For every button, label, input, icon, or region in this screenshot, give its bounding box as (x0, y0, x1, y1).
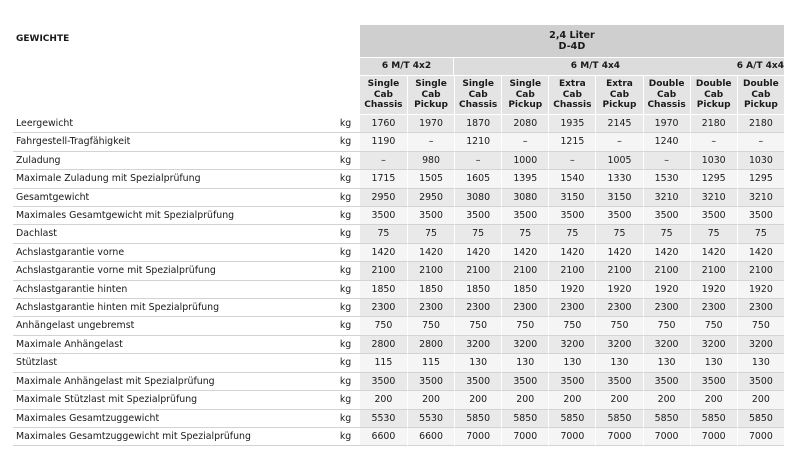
value-cell: 1420 (360, 244, 407, 262)
engine-header (360, 25, 784, 58)
row-unit: kg (338, 262, 360, 280)
row-label: Achslastgarantie vorne (13, 244, 338, 262)
value-cell: 1920 (548, 281, 595, 299)
value-cell: 7000 (454, 428, 501, 446)
value-cell: 3500 (595, 207, 642, 225)
value-cell: 3500 (548, 373, 595, 391)
column-header-line: Cab (657, 89, 677, 100)
row-unit: kg (338, 428, 360, 446)
value-cell: 75 (643, 225, 690, 243)
value-cell: 1420 (501, 244, 548, 262)
value-cell: 5850 (643, 410, 690, 428)
column-header-line: Cab (468, 89, 488, 100)
row-label: Maximales Gesamtzuggewicht (13, 410, 338, 428)
value-cell: 750 (454, 317, 501, 335)
value-cell: 5850 (548, 410, 595, 428)
value-cell: 7000 (643, 428, 690, 446)
value-cell: 200 (548, 391, 595, 409)
column-header-line: Cab (515, 89, 535, 100)
value-cell: 1030 (737, 152, 784, 170)
value-cell: 2100 (454, 262, 501, 280)
value-cell: 2100 (690, 262, 737, 280)
row-label: Achslastgarantie vorne mit Spezialprüfung (13, 262, 338, 280)
value-cell: 1420 (548, 244, 595, 262)
value-cell: 1850 (454, 281, 501, 299)
value-cell: 7000 (548, 428, 595, 446)
value-cell: 130 (737, 354, 784, 372)
value-cell: 1850 (360, 281, 407, 299)
value-cell: 1240 (643, 133, 690, 151)
value-cell: 750 (407, 317, 454, 335)
row-unit: kg (338, 281, 360, 299)
header-unit-spacer (338, 25, 360, 115)
row-label: Maximale Anhängelast (13, 336, 338, 354)
value-cell: 1970 (643, 115, 690, 133)
value-cell: 200 (454, 391, 501, 409)
value-cell: 2145 (595, 115, 642, 133)
value-cell: 2100 (595, 262, 642, 280)
value-cell: 5850 (737, 410, 784, 428)
value-cell: 3500 (407, 373, 454, 391)
value-cell: 1420 (595, 244, 642, 262)
column-header-line: Cab (609, 89, 630, 100)
section-title: GEWICHTE (16, 34, 70, 44)
value-cell: 1420 (643, 244, 690, 262)
column-header-line: Cab (704, 89, 724, 100)
column-header (548, 76, 595, 115)
value-cell: 2100 (501, 262, 548, 280)
row-label: Maximale Anhängelast mit Spezialprüfung (13, 373, 338, 391)
column-header-line: Cab (373, 89, 393, 100)
value-cell: – (595, 133, 642, 151)
value-cell: 1395 (501, 170, 548, 188)
value-cell: 3500 (407, 207, 454, 225)
row-unit: kg (338, 317, 360, 335)
value-cell: 3500 (501, 207, 548, 225)
column-header-line: Pickup (508, 100, 543, 111)
value-cell: 5850 (690, 410, 737, 428)
value-cell: 1920 (643, 281, 690, 299)
value-cell: 2100 (407, 262, 454, 280)
value-cell: 3200 (690, 336, 737, 354)
table-row (13, 262, 784, 280)
row-unit: kg (338, 189, 360, 207)
table-row (13, 391, 784, 409)
column-header-line: Chassis (459, 100, 498, 111)
value-cell: – (360, 152, 407, 170)
row-label: Maximale Stützlast mit Spezialprüfung (13, 391, 338, 409)
value-cell: 3500 (595, 373, 642, 391)
value-cell: 1005 (595, 152, 642, 170)
engine-line-1: 2,4 Liter (549, 30, 595, 41)
engine-line-2: D-4D (558, 41, 586, 52)
row-label: Gesamtgewicht (13, 189, 338, 207)
value-cell: 1210 (454, 133, 501, 151)
value-cell: 75 (595, 225, 642, 243)
value-cell: 1920 (737, 281, 784, 299)
value-cell: 3150 (595, 189, 642, 207)
value-cell: 130 (595, 354, 642, 372)
row-unit: kg (338, 152, 360, 170)
value-cell: 7000 (595, 428, 642, 446)
value-cell: 1420 (737, 244, 784, 262)
value-cell: 3500 (737, 373, 784, 391)
value-cell: 1215 (548, 133, 595, 151)
value-cell: 2300 (548, 299, 595, 317)
value-cell: 1295 (690, 170, 737, 188)
value-cell: – (501, 133, 548, 151)
value-cell: 3080 (501, 189, 548, 207)
column-header-line: Chassis (553, 100, 592, 111)
row-label: Dachlast (13, 225, 338, 243)
value-cell: 2300 (407, 299, 454, 317)
value-cell: 2950 (360, 189, 407, 207)
column-header-line: Pickup (696, 100, 731, 111)
column-header-line: Single (509, 79, 542, 90)
value-cell: 7000 (737, 428, 784, 446)
value-cell: 3500 (643, 373, 690, 391)
value-cell: 980 (407, 152, 454, 170)
table-row (13, 317, 784, 335)
group-header-mt-4x4: 6 M/T 4x4 (454, 58, 737, 76)
value-cell: 1030 (690, 152, 737, 170)
row-label: Achslastgarantie hinten mit Spezialprüfung (13, 299, 338, 317)
value-cell: 2100 (643, 262, 690, 280)
table-row (13, 354, 784, 372)
value-cell: 750 (548, 317, 595, 335)
value-cell: 2100 (360, 262, 407, 280)
table-row (13, 225, 784, 243)
table-row (13, 170, 784, 188)
value-cell: 1920 (595, 281, 642, 299)
row-label: Leergewicht (13, 115, 338, 133)
value-cell: 200 (690, 391, 737, 409)
table-row (13, 336, 784, 354)
value-cell: 200 (643, 391, 690, 409)
weights-table (13, 25, 784, 446)
value-cell: 3500 (360, 207, 407, 225)
value-cell: 750 (690, 317, 737, 335)
value-cell: 1530 (643, 170, 690, 188)
row-unit: kg (338, 170, 360, 188)
value-cell: 1540 (548, 170, 595, 188)
value-cell: 750 (501, 317, 548, 335)
value-cell: 200 (360, 391, 407, 409)
value-cell: 1850 (407, 281, 454, 299)
value-cell: 1505 (407, 170, 454, 188)
table-row (13, 133, 784, 151)
column-header (690, 76, 737, 115)
table-row (13, 281, 784, 299)
value-cell: 3500 (501, 373, 548, 391)
value-cell: 1715 (360, 170, 407, 188)
value-cell: 1870 (454, 115, 501, 133)
column-header-line: Extra (606, 79, 633, 90)
row-label: Zuladung (13, 152, 338, 170)
column-header-line: Double (648, 79, 685, 90)
value-cell: 75 (407, 225, 454, 243)
value-cell: 3200 (548, 336, 595, 354)
value-cell: 1850 (501, 281, 548, 299)
value-cell: 3200 (454, 336, 501, 354)
row-label: Achslastgarantie hinten (13, 281, 338, 299)
table-row (13, 244, 784, 262)
value-cell: 2300 (501, 299, 548, 317)
table-row (13, 115, 784, 133)
table-row (13, 428, 784, 446)
value-cell: 2180 (690, 115, 737, 133)
column-header-line: Chassis (364, 100, 403, 111)
value-cell: 200 (407, 391, 454, 409)
value-cell: 3210 (643, 189, 690, 207)
value-cell: 1935 (548, 115, 595, 133)
value-cell: 130 (454, 354, 501, 372)
value-cell: 7000 (690, 428, 737, 446)
table-row (13, 152, 784, 170)
value-cell: 75 (690, 225, 737, 243)
value-cell: – (690, 133, 737, 151)
column-header (737, 76, 784, 115)
value-cell: 75 (454, 225, 501, 243)
table-row (13, 207, 784, 225)
column-header (643, 76, 690, 115)
row-unit: kg (338, 410, 360, 428)
value-cell: 1760 (360, 115, 407, 133)
row-label: Fahrgestell-Tragfähigkeit (13, 133, 338, 151)
row-unit: kg (338, 373, 360, 391)
value-cell: 6600 (407, 428, 454, 446)
value-cell: 3500 (454, 373, 501, 391)
value-cell: – (407, 133, 454, 151)
row-label: Stützlast (13, 354, 338, 372)
column-header-line: Single (367, 79, 400, 90)
value-cell: 5530 (407, 410, 454, 428)
value-cell: 2800 (407, 336, 454, 354)
value-cell: 200 (501, 391, 548, 409)
value-cell: 2300 (454, 299, 501, 317)
value-cell: 2180 (737, 115, 784, 133)
value-cell: 115 (407, 354, 454, 372)
value-cell: 3080 (454, 189, 501, 207)
value-cell: 3500 (360, 373, 407, 391)
column-header-line: Single (415, 79, 447, 90)
value-cell: 2100 (737, 262, 784, 280)
row-unit: kg (338, 299, 360, 317)
value-cell: 1920 (690, 281, 737, 299)
value-cell: 3500 (690, 373, 737, 391)
value-cell: 200 (737, 391, 784, 409)
value-cell: 75 (737, 225, 784, 243)
value-cell: 750 (360, 317, 407, 335)
row-label: Maximales Gesamtzuggewicht mit Spezialprüfung (13, 428, 338, 446)
column-header-line: Single (462, 79, 494, 90)
row-label: Maximale Zuladung mit Spezialprüfung (13, 170, 338, 188)
row-unit: kg (338, 336, 360, 354)
value-cell: 1970 (407, 115, 454, 133)
value-cell: 115 (360, 354, 407, 372)
value-cell: 3200 (737, 336, 784, 354)
row-unit: kg (338, 207, 360, 225)
value-cell: 1330 (595, 170, 642, 188)
value-cell: 200 (595, 391, 642, 409)
column-header (595, 76, 642, 115)
value-cell: 3210 (737, 189, 784, 207)
value-cell: 3200 (501, 336, 548, 354)
value-cell: 3500 (643, 207, 690, 225)
column-header-line: Chassis (647, 100, 686, 111)
column-header-line: Extra (558, 79, 586, 90)
value-cell: 2950 (407, 189, 454, 207)
value-cell: 3500 (548, 207, 595, 225)
value-cell: 3500 (454, 207, 501, 225)
column-header-line: Double (695, 79, 732, 90)
value-cell: 3200 (595, 336, 642, 354)
table-row (13, 189, 784, 207)
value-cell: 1420 (690, 244, 737, 262)
value-cell: 750 (737, 317, 784, 335)
value-cell: 2080 (501, 115, 548, 133)
value-cell: 2300 (595, 299, 642, 317)
row-label: Anhängelast ungebremst (13, 317, 338, 335)
value-cell: 2300 (737, 299, 784, 317)
value-cell: 130 (548, 354, 595, 372)
value-cell: 2800 (360, 336, 407, 354)
value-cell: 750 (643, 317, 690, 335)
value-cell: 1295 (737, 170, 784, 188)
value-cell: 130 (643, 354, 690, 372)
table-row (13, 299, 784, 317)
group-header-mt-4x2: 6 M/T 4x2 (360, 58, 454, 76)
value-cell: 1190 (360, 133, 407, 151)
value-cell: 130 (690, 354, 737, 372)
row-unit: kg (338, 115, 360, 133)
value-cell: – (737, 133, 784, 151)
value-cell: 75 (360, 225, 407, 243)
column-header-line: Pickup (414, 100, 448, 111)
table-row (13, 410, 784, 428)
value-cell: 130 (501, 354, 548, 372)
value-cell: 1000 (501, 152, 548, 170)
column-header (501, 76, 548, 115)
value-cell: 3500 (737, 207, 784, 225)
column-header (360, 76, 407, 115)
column-header-line: Cab (421, 89, 441, 100)
value-cell: 1605 (454, 170, 501, 188)
row-unit: kg (338, 354, 360, 372)
value-cell: 5530 (360, 410, 407, 428)
value-cell: – (454, 152, 501, 170)
row-unit: kg (338, 133, 360, 151)
row-unit: kg (338, 225, 360, 243)
value-cell: 5850 (595, 410, 642, 428)
column-header (407, 76, 454, 115)
value-cell: 1420 (454, 244, 501, 262)
value-cell: 2300 (643, 299, 690, 317)
value-cell: 75 (501, 225, 548, 243)
value-cell: 6600 (360, 428, 407, 446)
value-cell: – (643, 152, 690, 170)
value-cell: 3210 (690, 189, 737, 207)
column-header-line: Cab (562, 89, 582, 100)
value-cell: 5850 (501, 410, 548, 428)
value-cell: – (548, 152, 595, 170)
value-cell: 2300 (690, 299, 737, 317)
row-unit: kg (338, 244, 360, 262)
column-header-line: Pickup (743, 100, 778, 111)
value-cell: 3500 (690, 207, 737, 225)
column-header-line: Pickup (602, 100, 637, 111)
group-header-at-4x4: 6 A/T 4x4 (737, 58, 784, 76)
value-cell: 7000 (501, 428, 548, 446)
value-cell: 3200 (643, 336, 690, 354)
value-cell: 3150 (548, 189, 595, 207)
column-header (454, 76, 501, 115)
value-cell: 5850 (454, 410, 501, 428)
row-label: Maximales Gesamtgewicht mit Spezialprüfung (13, 207, 338, 225)
value-cell: 2300 (360, 299, 407, 317)
column-header-line: Cab (751, 89, 771, 100)
column-header-line: Double (743, 79, 779, 90)
row-unit: kg (338, 391, 360, 409)
value-cell: 1420 (407, 244, 454, 262)
value-cell: 2100 (548, 262, 595, 280)
table-row (13, 373, 784, 391)
value-cell: 75 (548, 225, 595, 243)
value-cell: 750 (595, 317, 642, 335)
